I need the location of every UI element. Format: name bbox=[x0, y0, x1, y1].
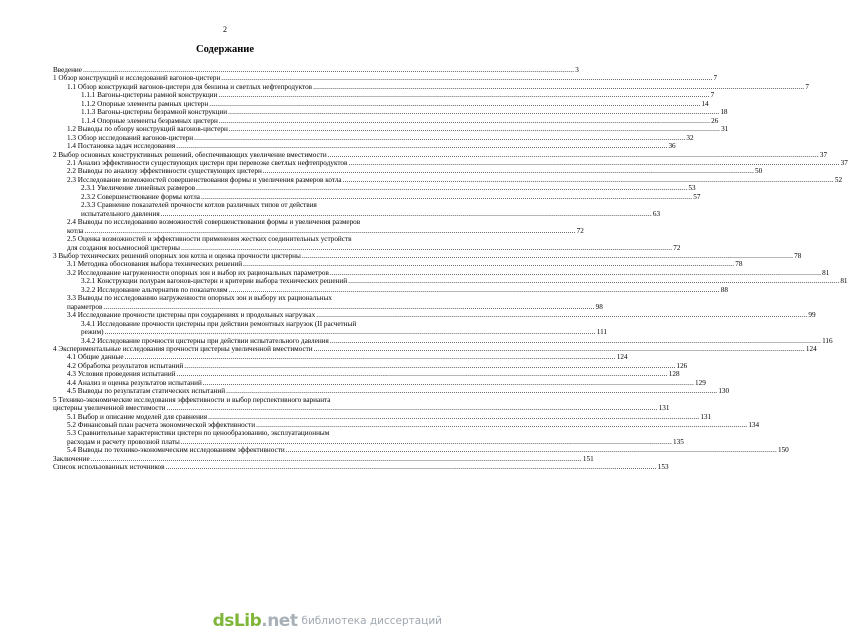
toc-leader-dots bbox=[201, 193, 692, 201]
toc-entry[interactable] bbox=[53, 378, 706, 387]
toc-entry[interactable] bbox=[53, 370, 680, 379]
toc-entry[interactable] bbox=[53, 201, 431, 209]
toc-leader-dots bbox=[348, 159, 839, 167]
toc-entry[interactable] bbox=[53, 311, 816, 320]
toc-page-number: 50 bbox=[755, 167, 763, 176]
toc-entry[interactable] bbox=[53, 184, 696, 193]
toc-page-number: 72 bbox=[673, 243, 681, 252]
toc-leader-dots bbox=[166, 404, 657, 412]
toc-leader-dots bbox=[184, 362, 675, 370]
toc-entry-title: 2.3.1 Увеличение линейных размеров bbox=[81, 184, 196, 193]
toc-entry[interactable] bbox=[53, 82, 809, 91]
toc-entry-title-continued: для создания восьмиосной цистерны bbox=[67, 243, 180, 252]
toc-entry[interactable] bbox=[53, 158, 848, 167]
toc-entry-title: 1 Обзор конструкций и исследований вагонов-цистерн bbox=[53, 74, 221, 83]
toc-entry-continuation[interactable] bbox=[53, 226, 584, 235]
toc-leader-dots bbox=[218, 91, 709, 99]
toc-leader-dots bbox=[161, 210, 652, 218]
toc-leader-dots bbox=[194, 134, 685, 142]
toc-entry-title: 2.3.3 Сравнение показателей прочности котлов различных типов от действия bbox=[81, 201, 317, 210]
toc-entry-title-continued: параметров bbox=[67, 302, 103, 311]
toc-page-number: 124 bbox=[805, 344, 817, 353]
toc-entry[interactable] bbox=[53, 116, 719, 125]
toc-entry-title-continued: режим) bbox=[81, 328, 104, 337]
toc-leader-dots bbox=[229, 125, 720, 133]
toc-entry[interactable] bbox=[53, 361, 688, 370]
toc-entry-title: 5.3 Сравнительные характеристики цистерн по ценообразованию, эксплуатационным bbox=[67, 429, 330, 438]
toc-entry-continuation[interactable] bbox=[53, 328, 608, 337]
toc-entry-title: 4.1 Общие данные bbox=[67, 353, 124, 362]
toc-page-number: 18 bbox=[720, 108, 728, 117]
toc-entry[interactable] bbox=[53, 74, 718, 83]
toc-page-number: 37 bbox=[840, 158, 848, 167]
toc-page-number: 153 bbox=[657, 463, 669, 472]
toc-entry[interactable] bbox=[53, 387, 730, 396]
toc-page-number: 7 bbox=[805, 82, 809, 91]
toc-entry-title: 4.2 Обработка результатов испытаний bbox=[67, 361, 184, 370]
toc-page-number: 37 bbox=[819, 150, 828, 159]
toc-page-number: 99 bbox=[808, 311, 816, 320]
toc-page-number: 134 bbox=[748, 421, 760, 430]
toc-entry-title: 3.4 Исследование прочности цистерны при соударениях и продольных нагрузках bbox=[67, 311, 316, 320]
toc-entry[interactable] bbox=[53, 150, 828, 159]
toc-page-number: 7 bbox=[713, 74, 718, 83]
toc-entry[interactable] bbox=[53, 412, 712, 421]
toc-entry[interactable] bbox=[53, 133, 694, 142]
toc-page-number: 3 bbox=[575, 66, 579, 74]
toc-entry-continuation[interactable] bbox=[53, 302, 603, 311]
toc-page-number: 63 bbox=[652, 209, 661, 218]
toc-leader-dots bbox=[328, 151, 819, 159]
watermark bbox=[213, 611, 442, 631]
toc-page-number: 72 bbox=[576, 226, 584, 235]
toc-entry[interactable] bbox=[53, 125, 729, 134]
toc-leader-dots bbox=[316, 311, 807, 319]
toc-entry-title: 1.1.3 Вагоны-цистерны безрамной конструкции bbox=[81, 108, 228, 117]
toc-entry[interactable] bbox=[53, 175, 843, 184]
toc-leader-dots bbox=[263, 167, 754, 175]
toc-entry[interactable] bbox=[53, 463, 669, 472]
toc-leader-dots bbox=[228, 108, 719, 116]
toc-entry-title: 2.3.2 Совершенствование формы котла bbox=[81, 192, 200, 201]
toc-entry[interactable] bbox=[53, 218, 431, 226]
toc-leader-dots bbox=[343, 176, 834, 184]
toc-entry-title: 1.2 Выводы по обзору конструкций вагонов-цистерн bbox=[67, 125, 228, 134]
toc-page-number: 57 bbox=[693, 192, 701, 201]
toc-entry-title-continued: цистерны увеличенной вместимости bbox=[53, 404, 166, 413]
toc-entry-title: 5.1 Выбор и описание моделей для сравнения bbox=[67, 412, 208, 421]
toc-leader-dots bbox=[226, 387, 717, 395]
toc-entry-title: 3.2 Исследование нагруженности опорных зон и выбор их рациональных параметров bbox=[67, 268, 329, 277]
toc-entry-title: Заключение bbox=[53, 454, 90, 463]
toc-entry-title: 3.4.1 Исследование прочности цистерны при действии ремонтных нагрузок (II расчетный bbox=[81, 319, 357, 328]
watermark-logo bbox=[213, 611, 298, 631]
toc-entry-title: 4.4 Анализ и оценка результатов испытаний bbox=[67, 378, 202, 387]
toc-entry[interactable] bbox=[53, 396, 431, 404]
toc-entry-title: 4.5 Выводы по результатам статических испытаний bbox=[67, 387, 226, 396]
toc-page-number: 116 bbox=[822, 336, 833, 345]
toc-leader-dots bbox=[181, 244, 672, 252]
toc-entry-title: 2.3 Исследование возможностей совершенствования формы и увеличения размеров котла bbox=[67, 175, 342, 184]
toc-page-number: 36 bbox=[668, 142, 676, 151]
toc-entry-title: 1.4 Постановка задач исследования bbox=[67, 142, 176, 151]
toc-entry-title: 1.1.4 Опорные элементы безрамных цистерн bbox=[81, 116, 218, 125]
toc-leader-dots bbox=[208, 413, 699, 421]
toc-page-number: 130 bbox=[718, 387, 730, 396]
toc-page-number: 135 bbox=[673, 437, 684, 446]
toc-entry[interactable] bbox=[53, 108, 728, 117]
toc-entry[interactable] bbox=[53, 294, 431, 302]
toc-page-number: 129 bbox=[695, 378, 706, 387]
watermark-brand-left: dsLib bbox=[212, 611, 262, 631]
toc-entry-title: 2.4 Выводы по исследованию возможностей совершенствования формы и увеличения размеров bbox=[67, 218, 361, 227]
toc-leader-dots bbox=[105, 328, 596, 336]
toc-entry-title: 2 Выбор основных конструктивных решений, обеспечивающих увеличение вместимости bbox=[53, 150, 327, 159]
toc-entry[interactable] bbox=[53, 320, 431, 328]
toc-entry-title-continued: испытательного давления bbox=[81, 209, 160, 218]
toc-entry-title: 5 Технико-экономические исследования эффективности и выбор перспективного варианта bbox=[53, 395, 331, 404]
toc-entry[interactable] bbox=[53, 260, 743, 269]
toc-entry[interactable] bbox=[53, 192, 701, 201]
toc-page-number: 131 bbox=[700, 412, 712, 421]
toc-entry[interactable] bbox=[53, 454, 594, 463]
toc-entry[interactable] bbox=[53, 336, 833, 345]
watermark-subtitle: библиотека диссертаций bbox=[301, 615, 442, 627]
toc-page-number: 31 bbox=[721, 125, 729, 134]
toc-entry-continuation[interactable] bbox=[53, 243, 681, 252]
toc-leader-dots bbox=[83, 66, 574, 74]
toc-entry[interactable] bbox=[53, 344, 817, 353]
toc-entry-title: 1.3 Обзор исследований вагонов-цистерн bbox=[67, 133, 194, 142]
toc-page-number: 81 bbox=[822, 268, 830, 277]
toc-entry-title: 2.2 Выводы по анализу эффективности существующих цистерн bbox=[67, 167, 262, 176]
toc-entry[interactable] bbox=[53, 66, 579, 74]
toc-entry-title: 3.3 Выводы по исследованию нагруженности опорных зон и выбору их рациональных bbox=[67, 294, 332, 303]
toc-entry[interactable] bbox=[53, 91, 715, 100]
toc-page-number: 53 bbox=[688, 184, 696, 193]
toc-entry-title: 3 Выбор технических решений опорных зон котла и оценка прочности цистерны bbox=[53, 251, 301, 260]
toc-entry-title: 2.5 Оценка возможностей и эффективности применения жестких соединительных устройств bbox=[67, 235, 352, 244]
toc-page-number: 26 bbox=[711, 116, 719, 125]
toc-leader-dots bbox=[286, 446, 777, 454]
toc-leader-dots bbox=[177, 370, 668, 378]
toc-entry-title: 2.1 Анализ эффективности существующих цистерн при перевозке светлых нефтепродуктов bbox=[67, 158, 348, 167]
toc-page-number: 98 bbox=[595, 302, 603, 311]
toc-page-number: 128 bbox=[668, 370, 680, 379]
toc-entry[interactable] bbox=[53, 353, 628, 362]
toc-entry-title: Введение bbox=[53, 66, 82, 74]
toc-entry-continuation[interactable] bbox=[53, 209, 661, 218]
toc-page-number: 88 bbox=[720, 285, 728, 294]
toc-entry-title: 4.3 Условия проведения испытаний bbox=[67, 370, 176, 379]
toc-page-number: 78 bbox=[794, 251, 802, 260]
toc-page-number: 78 bbox=[735, 260, 743, 269]
toc-page-number: 81 bbox=[840, 277, 848, 286]
toc-entry-title: 5.2 Финансовый план расчета экономической эффективности bbox=[67, 421, 256, 430]
toc-leader-dots bbox=[256, 421, 747, 429]
toc-entry[interactable] bbox=[53, 251, 802, 260]
toc-entry-title: 4 Экспериментальные исследования прочности цистерны увеличенной вместимости bbox=[53, 344, 313, 353]
toc-page-number: 32 bbox=[686, 133, 694, 142]
toc-entry[interactable] bbox=[53, 421, 760, 430]
page-number: 2 bbox=[223, 25, 227, 34]
toc-entry-continuation[interactable] bbox=[53, 437, 684, 446]
toc-leader-dots bbox=[203, 379, 694, 387]
toc-leader-dots bbox=[243, 260, 734, 268]
toc-leader-dots bbox=[209, 100, 700, 108]
toc-leader-dots bbox=[314, 345, 805, 353]
toc-leader-dots bbox=[91, 455, 582, 463]
toc-page-number: 7 bbox=[710, 91, 715, 100]
toc-leader-dots bbox=[196, 184, 687, 192]
toc-entry[interactable] bbox=[53, 277, 848, 286]
toc-entry[interactable] bbox=[53, 268, 830, 277]
toc-entry-title-continued: расходам и расчету провозной платы bbox=[67, 437, 180, 446]
toc-page-number: 151 bbox=[582, 454, 594, 463]
toc-leader-dots bbox=[181, 438, 672, 446]
toc-entry-title: 1.1.2 Опорные элементы рамных цистерн bbox=[81, 99, 209, 108]
toc-leader-dots bbox=[330, 337, 821, 345]
toc-entry-title: Список использованных источников bbox=[53, 463, 165, 472]
toc-leader-dots bbox=[219, 117, 710, 125]
toc-leader-dots bbox=[348, 277, 839, 285]
toc-leader-dots bbox=[221, 74, 712, 82]
toc-leader-dots bbox=[330, 269, 821, 277]
toc-entry[interactable] bbox=[53, 235, 431, 243]
toc-entry[interactable] bbox=[53, 446, 789, 455]
toc-leader-dots bbox=[84, 227, 575, 235]
toc-leader-dots bbox=[103, 303, 594, 311]
toc-entry-title: 5.4 Выводы по технико-экономическим исследованиям эффективности bbox=[67, 446, 285, 455]
toc-entry[interactable] bbox=[53, 285, 728, 294]
toc-page-number: 111 bbox=[596, 328, 608, 337]
toc-leader-dots bbox=[302, 252, 793, 260]
toc-leader-dots bbox=[313, 83, 804, 91]
table-of-contents bbox=[53, 66, 848, 472]
toc-entry[interactable] bbox=[53, 142, 676, 151]
watermark-brand-right: .net bbox=[261, 611, 298, 631]
toc-page-number: 131 bbox=[658, 404, 670, 413]
toc-leader-dots bbox=[229, 286, 720, 294]
toc-entry-title: 1.1 Обзор конструкций вагонов-цистерн для бензина и светлых нефтепродуктов bbox=[67, 82, 313, 91]
toc-entry-continuation[interactable] bbox=[53, 404, 670, 413]
toc-page-number: 150 bbox=[777, 446, 789, 455]
toc-leader-dots bbox=[176, 142, 667, 150]
toc-entry-title: 3.4.2 Исследование прочности цистерны при действии испытательного давления bbox=[81, 336, 329, 345]
toc-entry[interactable] bbox=[53, 99, 709, 108]
toc-entry-title-continued: котла bbox=[67, 226, 84, 235]
toc-page-number: 124 bbox=[616, 353, 628, 362]
toc-entry-title: 3.2.1 Конструкции полурам вагонов-цистерн и критерии выбора технических решений bbox=[81, 277, 348, 286]
toc-entry[interactable] bbox=[53, 429, 431, 437]
toc-entry[interactable] bbox=[53, 167, 763, 176]
toc-page-number: 126 bbox=[676, 361, 688, 370]
page-title: Содержание bbox=[196, 44, 254, 55]
toc-entry-title: 3.1 Методика обоснования выбора технических решений bbox=[67, 260, 243, 269]
toc-entry-title: 3.2.2 Исследование альтернатив по показателям bbox=[81, 285, 228, 294]
toc-entry-title: 1.1.1 Вагоны-цистерны рамной конструкции bbox=[81, 91, 218, 100]
toc-leader-dots bbox=[166, 463, 657, 471]
toc-page-number: 52 bbox=[834, 175, 843, 184]
toc-page-number: 14 bbox=[701, 99, 709, 108]
toc-leader-dots bbox=[125, 353, 616, 361]
